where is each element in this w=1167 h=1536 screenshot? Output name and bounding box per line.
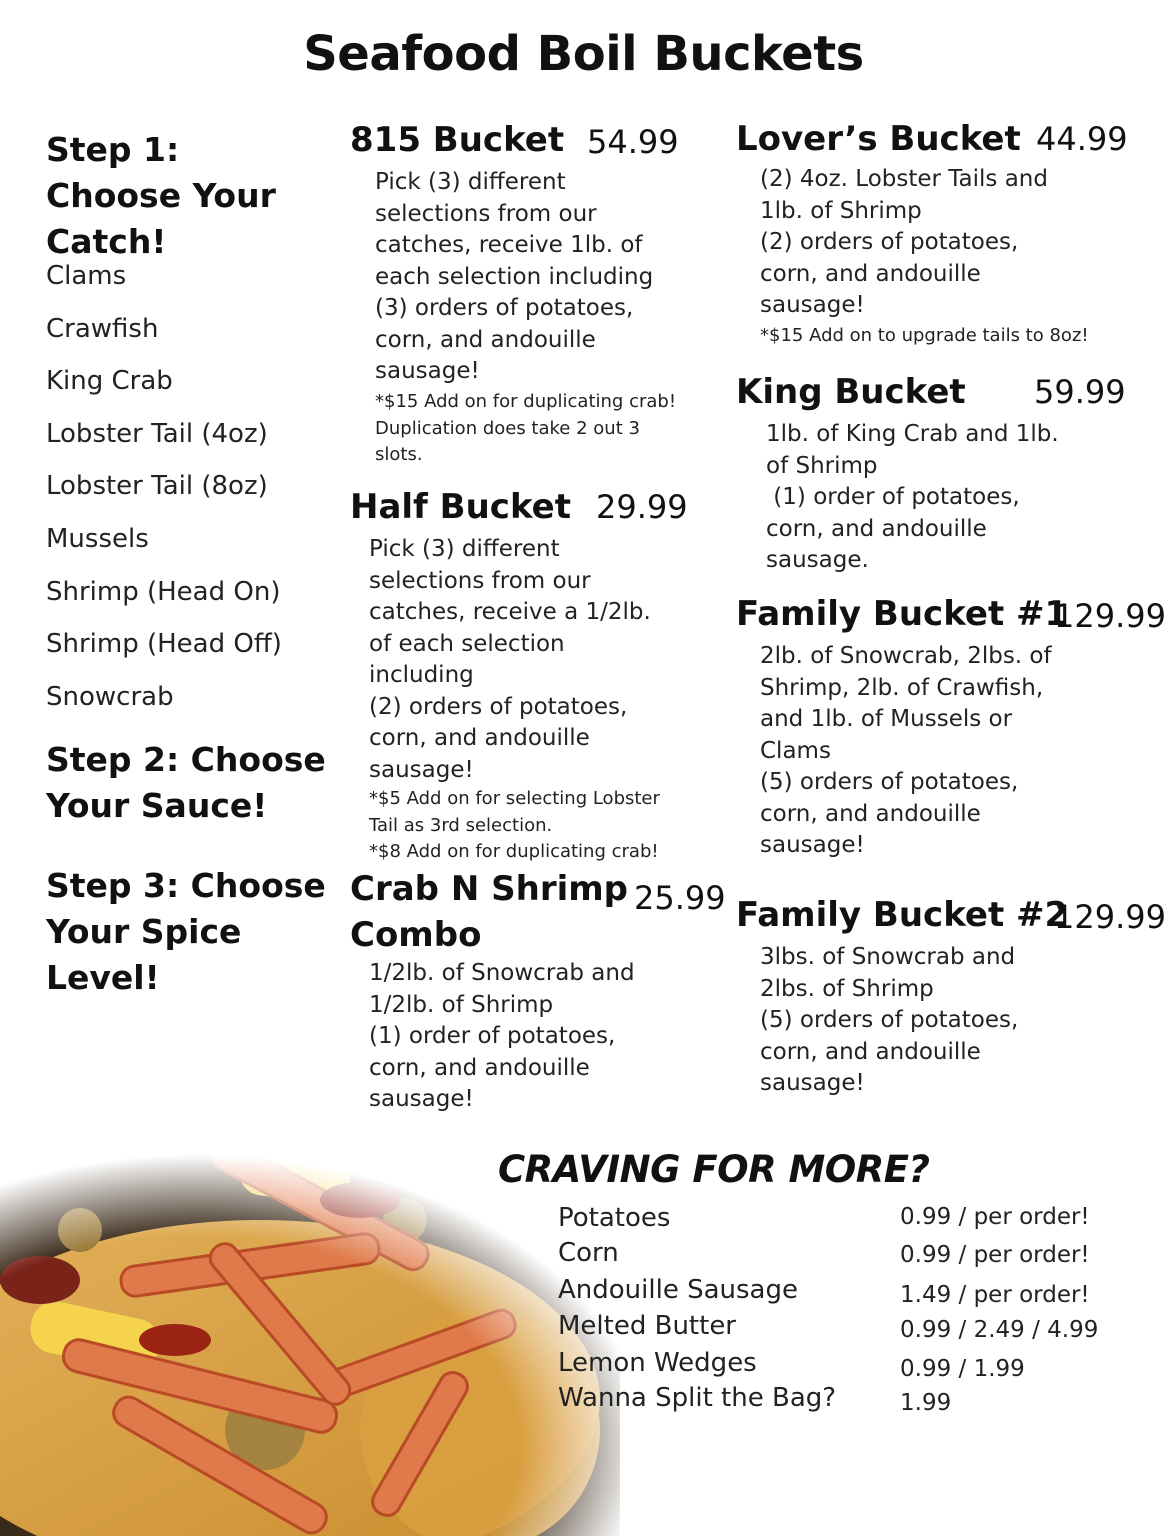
bucket-combo-description: [369, 958, 635, 1116]
step-3-line: Step 3: Choose: [46, 866, 326, 905]
catch-item: Mussels: [46, 523, 149, 554]
step-2-heading: [46, 737, 326, 829]
desc-line: corn, and andouille: [760, 1038, 981, 1065]
bucket-815-description: [375, 167, 653, 388]
catch-item: Clams: [46, 261, 127, 291]
desc-line: sausage!: [375, 358, 480, 384]
bucket-combo-price: 25.99: [634, 879, 726, 917]
note-line: *$5 Add on for selecting Lobster: [369, 788, 660, 809]
note-line: Tail as 3rd selection.: [369, 814, 553, 836]
bucket-lovers-name: Lover’s Bucket: [736, 119, 1021, 159]
desc-line: (2) orders of potatoes,: [760, 229, 1019, 255]
extra-item-name: Wanna Split the Bag?: [558, 1383, 837, 1413]
desc-line: sausage!: [760, 292, 865, 318]
bucket-family2-description: [760, 942, 1018, 1100]
desc-line: sausage.: [766, 547, 869, 573]
bucket-family1-description: [760, 641, 1052, 862]
catch-item: Shrimp (Head On): [46, 576, 281, 607]
extra-item-price: 0.99 / 1.99: [900, 1356, 1025, 1382]
desc-line: each selection including: [375, 263, 654, 290]
catch-list: [46, 261, 282, 734]
extra-item-name: Lemon Wedges: [558, 1348, 757, 1378]
desc-line: 1lb. of Shrimp: [760, 197, 922, 224]
extra-item-price: 1.49 / per order!: [900, 1282, 1090, 1308]
desc-line: 3lbs. of Snowcrab and: [760, 944, 1016, 970]
bucket-lovers-price: 44.99: [1036, 120, 1128, 158]
desc-line: selections from our: [369, 567, 591, 594]
step-1-line: Choose Your: [46, 176, 276, 215]
bucket-half-name: Half Bucket: [350, 487, 571, 527]
desc-line: including: [369, 662, 474, 688]
step-1-line: Step 1:: [46, 130, 180, 169]
step-2-line: Your Sauce!: [46, 786, 268, 825]
catch-item: Shrimp (Head Off): [46, 629, 282, 660]
desc-line: (1) order of potatoes,: [369, 1023, 616, 1049]
extra-item-price: 0.99 / per order!: [900, 1242, 1090, 1268]
catch-item: Lobster Tail (4oz): [46, 418, 268, 449]
desc-line: selections from our: [375, 200, 597, 227]
desc-line: 1lb. of King Crab and 1lb.: [766, 421, 1059, 447]
catch-item: Lobster Tail (8oz): [46, 471, 268, 502]
desc-line: corn, and andouille: [369, 1054, 590, 1081]
desc-line: corn, and andouille: [375, 326, 596, 353]
desc-line: (1) order of potatoes,: [766, 484, 1020, 510]
bucket-combo-name: [350, 866, 628, 958]
extras-heading: CRAVING FOR MORE?: [498, 1148, 930, 1191]
desc-line: 2lbs. of Shrimp: [760, 975, 934, 1002]
desc-line: sausage!: [369, 756, 474, 783]
bucket-king-name: King Bucket: [736, 372, 966, 412]
desc-line: sausage!: [369, 1086, 474, 1112]
desc-line: Pick (3) different: [369, 536, 560, 562]
bucket-half-notes: [369, 786, 660, 866]
desc-line: sausage!: [760, 1070, 865, 1096]
desc-line: catches, receive a 1/2lb.: [369, 599, 651, 625]
extra-item-price: 0.99 / 2.49 / 4.99: [900, 1317, 1099, 1343]
bucket-lovers-notes: [760, 323, 1089, 350]
bucket-815-price: 54.99: [587, 123, 679, 161]
desc-line: Shrimp, 2lb. of Crawfish,: [760, 674, 1044, 701]
bucket-family2-name: Family Bucket #2: [736, 895, 1069, 935]
desc-line: 1/2lb. of Shrimp: [369, 991, 554, 1018]
bucket-family2-price: 129.99: [1054, 898, 1166, 936]
catch-item: Snowcrab: [46, 681, 174, 712]
extra-item-name: Melted Butter: [558, 1311, 737, 1341]
note-line: *$8 Add on for duplicating crab!: [369, 841, 659, 862]
step-3-line: Level!: [46, 958, 160, 997]
desc-line: of Shrimp: [766, 452, 878, 479]
bucket-king-price: 59.99: [1034, 373, 1126, 411]
desc-line: (3) orders of potatoes,: [375, 295, 634, 321]
desc-line: catches, receive 1lb. of: [375, 232, 643, 258]
combo-name-line: Combo: [350, 915, 482, 955]
catch-item: Crawfish: [46, 313, 159, 344]
desc-line: (5) orders of potatoes,: [760, 769, 1019, 795]
desc-line: (5) orders of potatoes,: [760, 1007, 1019, 1033]
step-1-heading: [46, 127, 276, 265]
step-3-heading: [46, 863, 326, 1001]
desc-line: corn, and andouille: [760, 260, 981, 287]
desc-line: sausage!: [760, 832, 865, 858]
step-1-line: Catch!: [46, 222, 167, 261]
extra-item-price: 0.99 / per order!: [900, 1204, 1090, 1230]
desc-line: 1/2lb. of Snowcrab and: [369, 960, 635, 986]
desc-line: corn, and andouille: [766, 515, 987, 542]
extra-item-price: 1.99: [900, 1390, 952, 1416]
desc-line: (2) orders of potatoes,: [369, 693, 628, 720]
bucket-815-name: 815 Bucket: [350, 120, 565, 160]
step-3-line: Your Spice: [46, 912, 242, 951]
step-2-line: Step 2: Choose: [46, 740, 326, 779]
bucket-half-price: 29.99: [596, 488, 688, 526]
bucket-family1-name: Family Bucket #1: [736, 594, 1069, 634]
page-title: Seafood Boil Buckets: [303, 26, 864, 82]
desc-line: corn, and andouille: [369, 725, 590, 751]
bucket-half-description: [369, 534, 651, 786]
extra-item-name: Potatoes: [558, 1203, 671, 1233]
bucket-family1-price: 129.99: [1054, 597, 1166, 635]
note-line: slots.: [375, 444, 423, 465]
desc-line: Clams: [760, 737, 831, 764]
desc-line: 2lb. of Snowcrab, 2lbs. of: [760, 643, 1052, 669]
bucket-king-description: [766, 419, 1059, 577]
desc-line: Pick (3) different: [375, 169, 566, 195]
desc-line: corn, and andouille: [760, 800, 981, 827]
catch-item: King Crab: [46, 366, 173, 397]
note-line: Duplication does take 2 out 3: [375, 417, 640, 439]
note-line: *$15 Add on to upgrade tails to 8oz!: [760, 325, 1089, 346]
bucket-lovers-description: [760, 164, 1048, 322]
desc-line: of each selection: [369, 630, 565, 657]
desc-line: (2) 4oz. Lobster Tails and: [760, 166, 1048, 192]
note-line: *$15 Add on for duplicating crab!: [375, 391, 677, 412]
extra-item-name: Andouille Sausage: [558, 1275, 798, 1305]
combo-name-line: Crab N Shrimp: [350, 869, 629, 909]
bucket-815-notes: [375, 389, 676, 469]
extra-item-name: Corn: [558, 1238, 619, 1268]
desc-line: and 1lb. of Mussels or: [760, 706, 1013, 732]
